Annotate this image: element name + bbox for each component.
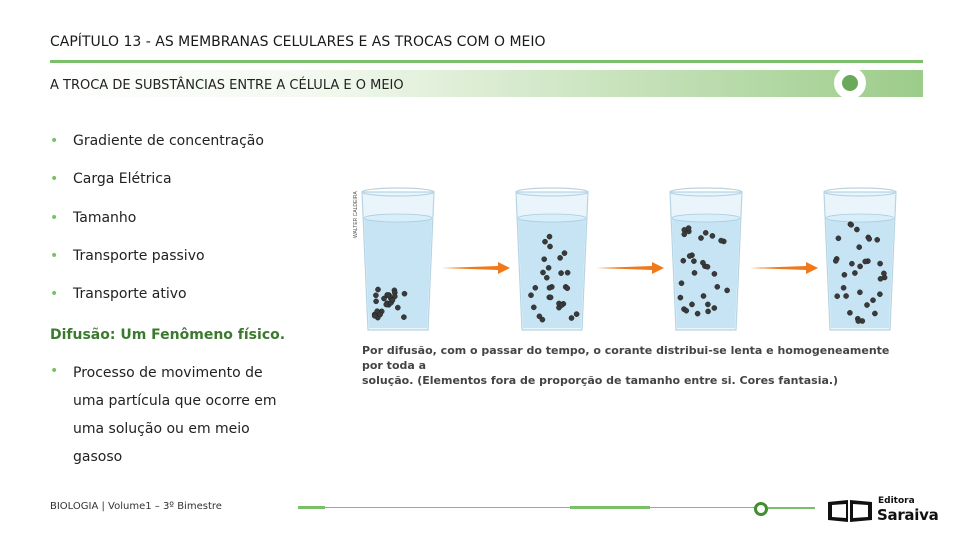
particle	[531, 305, 536, 310]
footer-line	[768, 507, 815, 509]
particle	[844, 293, 849, 298]
particle	[373, 293, 378, 298]
logo-small-text: Editora	[878, 496, 915, 506]
section-title: A TROCA DE SUBSTÂNCIAS ENTRE A CÉLULA E O MEIO	[50, 78, 404, 93]
particle	[703, 230, 708, 235]
particle	[678, 295, 683, 300]
figure-caption	[362, 343, 902, 388]
particle	[569, 315, 574, 320]
list-item	[50, 248, 264, 286]
particle	[852, 270, 857, 275]
bullet-icon: •	[50, 286, 59, 303]
bullet-icon: •	[50, 133, 59, 149]
glass	[824, 188, 896, 330]
particle	[836, 236, 841, 241]
list-item	[50, 171, 264, 209]
particle	[870, 298, 875, 303]
particle	[384, 302, 389, 307]
list-item-label: Tamanho	[73, 209, 137, 226]
particle	[857, 245, 862, 250]
particle	[558, 255, 563, 260]
particle	[833, 258, 838, 263]
particle	[842, 272, 847, 277]
arrow-icon	[596, 262, 664, 274]
particle	[878, 261, 883, 266]
particle	[698, 235, 703, 240]
particle	[547, 285, 552, 290]
particle	[691, 259, 696, 264]
particle	[372, 313, 377, 318]
particle	[857, 290, 862, 295]
particle	[546, 265, 551, 270]
particle	[537, 314, 542, 319]
particle	[574, 312, 579, 317]
glass	[362, 188, 434, 330]
particle	[687, 253, 692, 258]
chapter-title: CAPÍTULO 13 - AS MEMBRANAS CELULARES E AS TROCAS COM O MEIO	[50, 34, 546, 50]
particle	[878, 276, 883, 281]
particle	[547, 244, 552, 249]
particle	[385, 293, 390, 298]
process-line: uma solução ou em meio	[73, 421, 250, 437]
particle	[689, 302, 694, 307]
particle	[559, 303, 564, 308]
footer-line	[325, 507, 755, 508]
publisher-logo	[826, 494, 938, 526]
particle	[684, 308, 689, 313]
particle	[390, 298, 395, 303]
caption-line: Por difusão, com o passar do tempo, o corante distribui-se lenta e homogeneamente por toda a	[362, 344, 890, 372]
list-item-label: Transporte passivo	[73, 247, 205, 264]
particle	[533, 285, 538, 290]
particle	[712, 305, 717, 310]
particle	[872, 311, 877, 316]
particle	[395, 305, 400, 310]
process-text	[73, 359, 293, 471]
list-item	[50, 286, 264, 324]
bullet-icon: •	[50, 171, 59, 188]
particle	[849, 261, 854, 266]
particle	[559, 271, 564, 276]
glass	[670, 188, 742, 330]
particle	[701, 293, 706, 298]
particle	[544, 275, 549, 280]
list-item-label: Gradiente de concentração	[73, 133, 264, 149]
list-item	[50, 210, 264, 248]
circle-badge	[834, 67, 866, 99]
particle	[540, 270, 545, 275]
particle	[706, 309, 711, 314]
particle	[705, 302, 710, 307]
particle	[700, 260, 705, 265]
particle	[854, 227, 859, 232]
particle	[835, 294, 840, 299]
particle	[374, 299, 379, 304]
particle	[692, 270, 697, 275]
process-line: uma partícula que ocorre em	[73, 393, 277, 409]
process-item	[50, 363, 293, 471]
particle	[719, 238, 724, 243]
figure-credit: WALTER CALDEIRA	[353, 191, 359, 238]
particle	[863, 259, 868, 264]
footer-text: BIOLOGIA | Volume1 – 3º Bimestre	[50, 501, 222, 512]
arrow-icon	[442, 262, 510, 274]
bullet-icon: •	[50, 247, 59, 264]
particle	[725, 288, 730, 293]
particle	[378, 312, 383, 317]
bullet-icon: •	[50, 209, 59, 226]
circle-badge-dot	[842, 75, 858, 91]
particle	[847, 310, 852, 315]
glass	[516, 188, 588, 330]
particle	[548, 295, 553, 300]
particle	[710, 233, 715, 238]
particle	[562, 251, 567, 256]
bullet-list	[50, 133, 264, 324]
particle	[542, 257, 547, 262]
particle	[565, 270, 570, 275]
bullet-icon: •	[50, 363, 59, 379]
book-icon	[826, 496, 874, 524]
particle	[402, 291, 407, 296]
particle	[841, 285, 846, 290]
particle	[528, 293, 533, 298]
particle	[875, 237, 880, 242]
arrow-icon	[750, 262, 818, 274]
particle	[401, 315, 406, 320]
particle	[715, 284, 720, 289]
caption-line: solução. (Elementos fora de proporção de tamanho entre si. Cores fantasia.)	[362, 374, 839, 387]
particle	[877, 292, 882, 297]
particle	[864, 302, 869, 307]
list-item-label: Carga Elétrica	[73, 171, 172, 188]
particle	[849, 222, 854, 227]
particle	[682, 232, 687, 237]
particle	[679, 281, 684, 286]
logo-big-text: Saraiva	[877, 506, 939, 524]
subheading: Difusão: Um Fenômeno físico.	[50, 327, 286, 343]
footer-ring-icon	[754, 502, 768, 516]
particle	[681, 258, 686, 263]
list-item-label: Transporte ativo	[73, 286, 187, 303]
process-line: gasoso	[73, 449, 123, 465]
top-rule	[50, 60, 923, 63]
list-item	[50, 133, 264, 171]
footer-line	[298, 506, 325, 509]
particle	[686, 226, 691, 231]
particle	[712, 271, 717, 276]
particle	[858, 264, 863, 269]
particle	[542, 239, 547, 244]
particle	[375, 287, 380, 292]
particle	[705, 264, 710, 269]
particle	[547, 234, 552, 239]
process-line: Processo de movimento de	[73, 365, 263, 381]
particle	[695, 311, 700, 316]
particle	[867, 236, 872, 241]
footer-line	[570, 506, 650, 509]
particle	[856, 318, 861, 323]
particle	[881, 271, 886, 276]
particle	[565, 286, 570, 291]
